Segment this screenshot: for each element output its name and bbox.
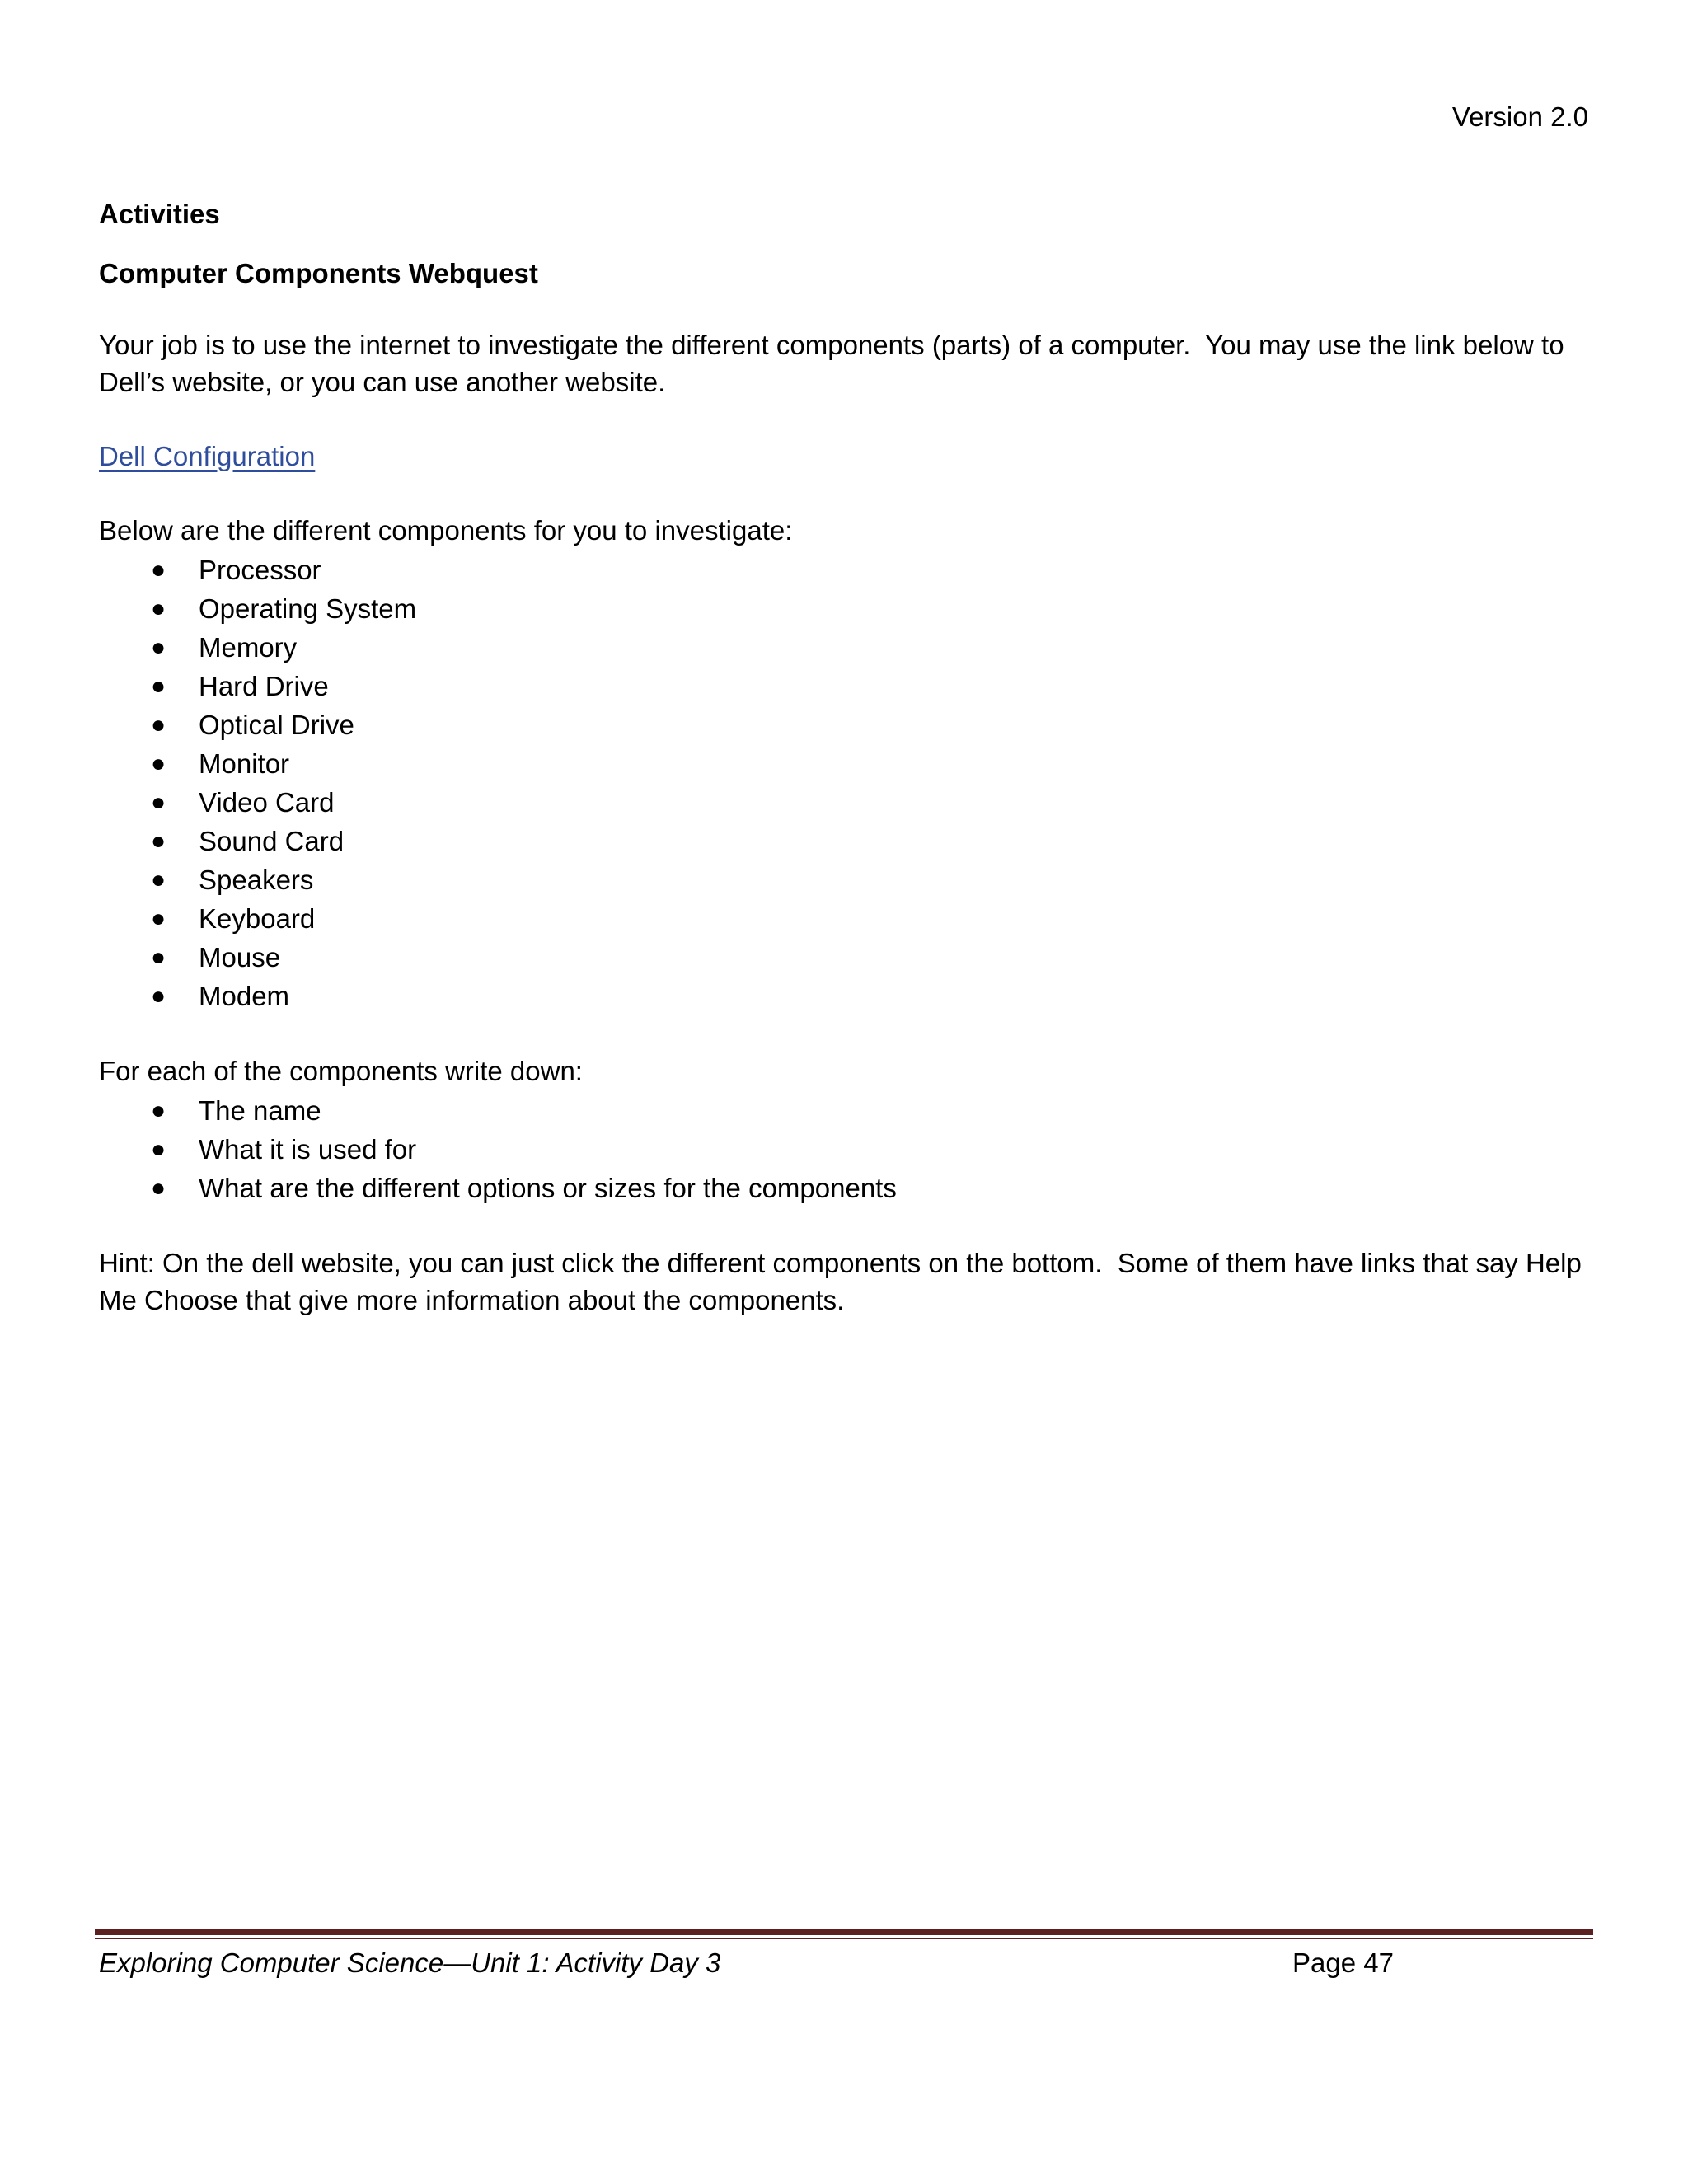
list-item-label: Hard Drive — [199, 671, 329, 701]
bullet-icon: ● — [151, 1136, 166, 1163]
write-down-intro: For each of the components write down: — [99, 1056, 583, 1086]
list-item-label: Mouse — [199, 942, 281, 972]
list-item-label: Keyboard — [199, 903, 316, 934]
list-item — [99, 977, 1591, 1015]
list-item — [99, 1169, 1591, 1207]
list-item — [99, 860, 1591, 899]
components-list — [99, 551, 1591, 1015]
footer-rule-thick — [95, 1929, 1593, 1935]
bullet-icon: ● — [151, 905, 166, 932]
list-item — [99, 744, 1591, 783]
list-item-label: Memory — [199, 632, 298, 663]
footer-rule-thin — [95, 1938, 1593, 1939]
list-item-label: What it is used for — [199, 1134, 417, 1165]
list-item — [99, 938, 1591, 977]
list-item — [99, 1091, 1591, 1130]
list-item — [99, 551, 1591, 589]
components-intro: Below are the different components for you to investigate: — [99, 515, 793, 546]
bullet-icon: ● — [151, 944, 166, 971]
list-item-label: Sound Card — [199, 826, 345, 856]
section-title: Activities — [99, 199, 220, 229]
list-item-label: What are the different options or sizes for the components — [199, 1173, 897, 1203]
bullet-icon: ● — [151, 556, 166, 583]
hint-paragraph: Hint: On the dell website, you can just click the different components on the bottom. Some of them have links that say Help Me Choose that give more information about the components. — [99, 1248, 1590, 1315]
bullet-icon: ● — [151, 866, 166, 893]
dell-configuration-link[interactable]: Dell Configuration — [99, 441, 316, 471]
bullet-icon: ● — [151, 1174, 166, 1202]
list-item-label: Monitor — [199, 748, 290, 779]
write-down-list — [99, 1091, 1591, 1207]
activity-title: Computer Components Webquest — [99, 258, 538, 288]
list-item — [99, 667, 1591, 705]
list-item — [99, 783, 1591, 822]
bullet-icon: ● — [151, 711, 166, 738]
page-content — [99, 198, 1591, 1356]
bullet-icon: ● — [151, 789, 166, 816]
list-item — [99, 1130, 1591, 1169]
bullet-icon: ● — [151, 1097, 166, 1124]
list-item — [99, 589, 1591, 628]
intro-paragraph: Your job is to use the internet to investigate the different components (parts) of a computer. You may use the link below to Dell’s website, or you can use another website. — [99, 330, 1572, 397]
list-item-label: The name — [199, 1095, 321, 1126]
version-label: Version 2.0 — [1451, 101, 1588, 132]
list-item-label: Modem — [199, 981, 290, 1011]
list-item-label: Speakers — [199, 865, 314, 895]
bullet-icon: ● — [151, 750, 166, 777]
footer-course-title: Exploring Computer Science—Unit 1: Activity Day 3 — [99, 1947, 721, 1978]
bullet-icon: ● — [151, 673, 166, 700]
list-item — [99, 899, 1591, 938]
bullet-icon: ● — [151, 634, 166, 661]
list-item — [99, 628, 1591, 667]
list-item-label: Video Card — [199, 787, 335, 818]
list-item — [99, 822, 1591, 860]
bullet-icon: ● — [151, 595, 166, 622]
bullet-icon: ● — [151, 827, 166, 855]
list-item-label: Operating System — [199, 593, 417, 624]
list-item — [99, 705, 1591, 744]
list-item-label: Optical Drive — [199, 710, 354, 740]
list-item-label: Processor — [199, 555, 321, 585]
bullet-icon: ● — [151, 982, 166, 1010]
footer-page-number: Page 47 — [1292, 1947, 1394, 1978]
